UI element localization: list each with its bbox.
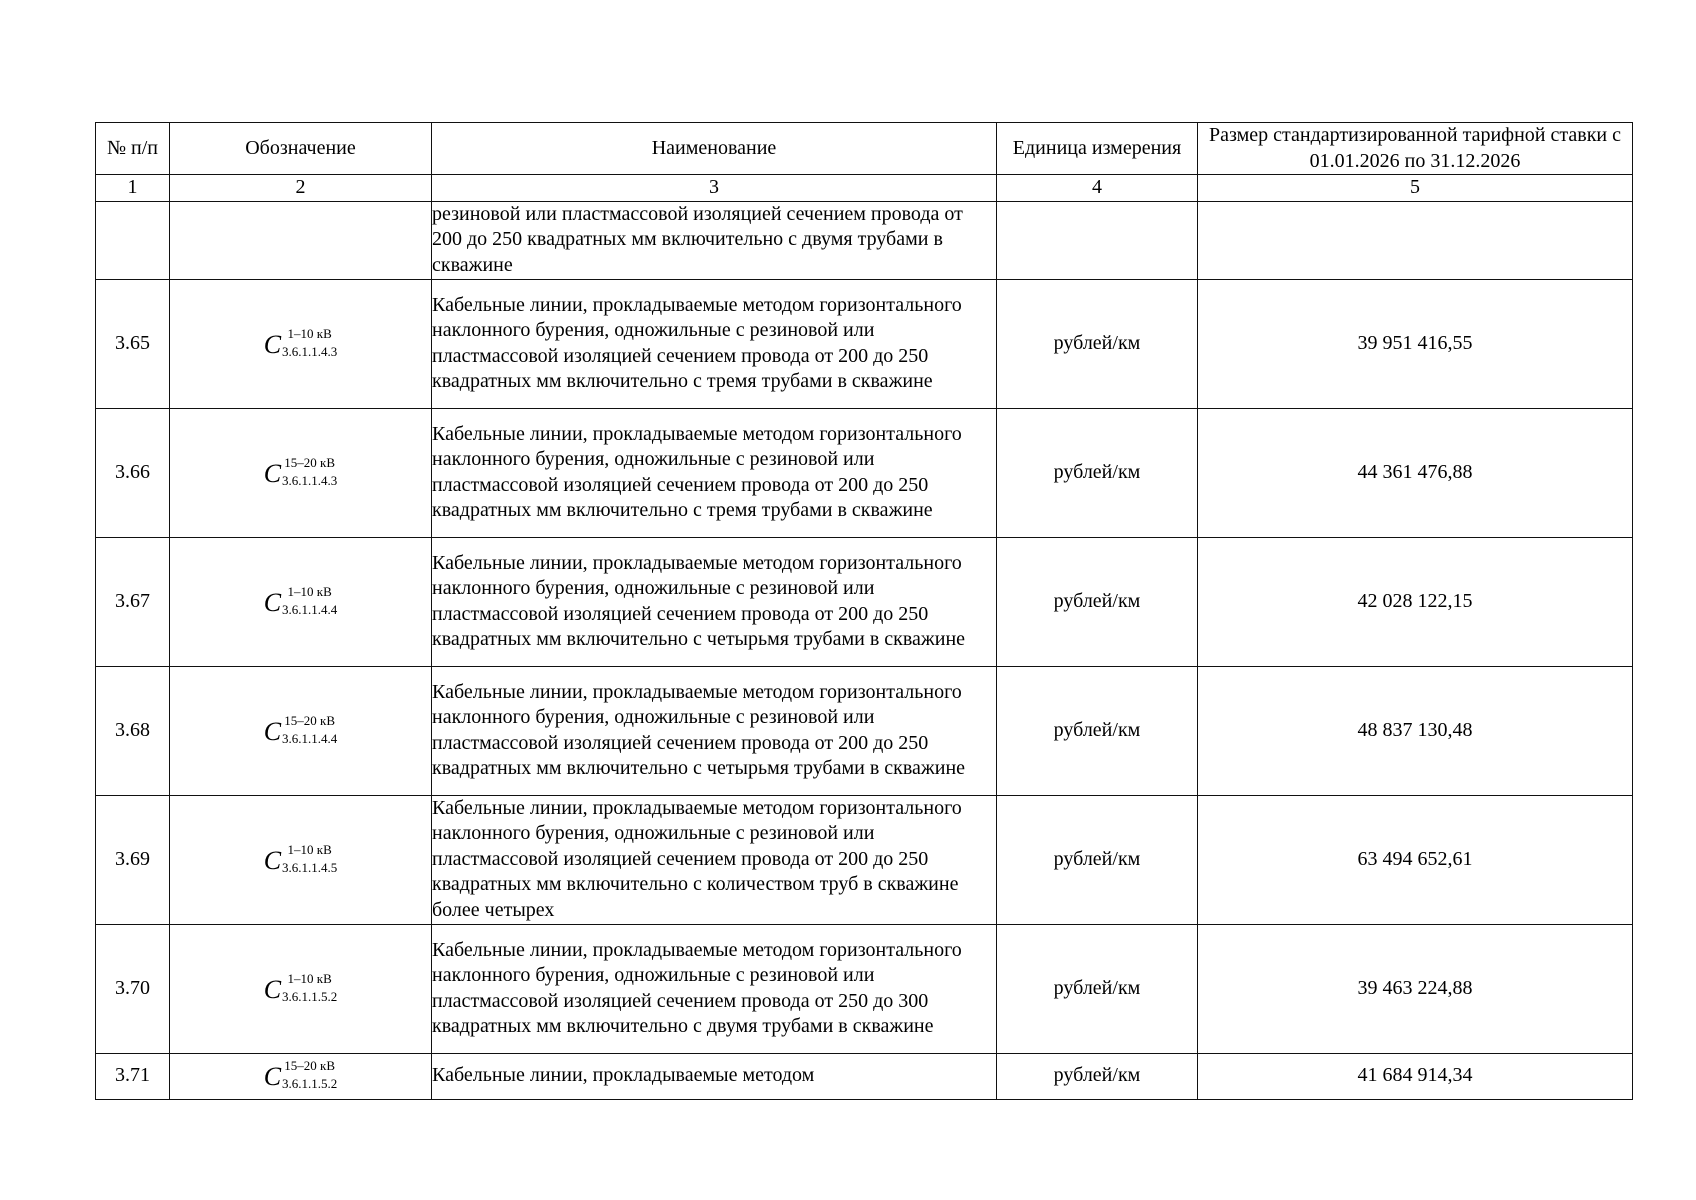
row-description: Кабельные линии, прокладываемые методом горизонтального наклонного бурения, одножильные с резиновой или пластмассовой изоляцией сечением провода от 200 до 250 квадратных мм включительно с тремя трубами в скважине xyxy=(432,408,997,537)
row-unit: рублей/км xyxy=(997,924,1198,1053)
table-row xyxy=(96,924,1633,1053)
designation-formula xyxy=(264,843,338,875)
designation-symbol: C xyxy=(263,716,282,746)
row-rate: 39 463 224,88 xyxy=(1198,924,1633,1053)
row-number: 3.71 xyxy=(96,1053,170,1099)
row-description: Кабельные линии, прокладываемые методом горизонтального наклонного бурения, одножильные с резиновой или пластмассовой изоляцией сечением провода от 200 до 250 квадратных мм включительно с четырьмя трубами в скважине xyxy=(432,666,997,795)
row-number: 3.65 xyxy=(96,279,170,408)
row-designation xyxy=(170,408,432,537)
designation-code: 3.6.1.1.5.2 xyxy=(282,1076,338,1092)
designation-code: 3.6.1.1.4.3 xyxy=(282,472,338,488)
empty-cell xyxy=(96,201,170,279)
designation-code: 3.6.1.1.4.5 xyxy=(282,859,338,875)
empty-cell xyxy=(1198,201,1633,279)
designation-code: 3.6.1.1.5.2 xyxy=(282,988,338,1004)
row-description: Кабельные линии, прокладываемые методом горизонтального наклонного бурения, одножильные с резиновой или пластмассовой изоляцией сечением провода от 250 до 300 квадратных мм включительно с двумя трубами в скважине xyxy=(432,924,997,1053)
row-number: 3.66 xyxy=(96,408,170,537)
column-number: 1 xyxy=(96,175,170,202)
row-description: Кабельные линии, прокладываемые методом xyxy=(432,1053,997,1099)
row-number: 3.69 xyxy=(96,795,170,924)
row-description: Кабельные линии, прокладываемые методом горизонтального наклонного бурения, одножильные с резиновой или пластмассовой изоляцией сечением провода от 200 до 250 квадратных мм включительно с тремя трубами в скважине xyxy=(432,279,997,408)
designation-formula xyxy=(264,714,338,746)
designation-symbol: C xyxy=(263,1062,282,1092)
designation-voltage: 1–10 кВ xyxy=(287,841,332,857)
column-number-row xyxy=(96,175,1633,202)
row-description: Кабельные линии, прокладываемые методом горизонтального наклонного бурения, одножильные с резиновой или пластмассовой изоляцией сечением провода от 200 до 250 квадратных мм включительно с четырьмя трубами в скважине xyxy=(432,537,997,666)
row-rate: 39 951 416,55 xyxy=(1198,279,1633,408)
designation-symbol: C xyxy=(263,845,282,875)
column-number: 5 xyxy=(1198,175,1633,202)
header-unit: Единица измерения xyxy=(997,123,1198,175)
row-unit: рублей/км xyxy=(997,408,1198,537)
empty-cell xyxy=(997,201,1198,279)
designation-voltage: 1–10 кВ xyxy=(287,583,332,599)
row-designation xyxy=(170,279,432,408)
row-unit: рублей/км xyxy=(997,666,1198,795)
designation-voltage: 15–20 кВ xyxy=(284,454,336,470)
table-row xyxy=(96,537,1633,666)
designation-voltage: 1–10 кВ xyxy=(287,970,332,986)
designation-formula xyxy=(264,327,338,359)
designation-formula xyxy=(264,585,338,617)
designation-code: 3.6.1.1.4.4 xyxy=(282,730,338,746)
table-row xyxy=(96,666,1633,795)
row-unit: рублей/км xyxy=(997,795,1198,924)
designation-symbol: C xyxy=(263,587,282,617)
designation-voltage: 15–20 кВ xyxy=(284,1058,336,1074)
row-number: 3.67 xyxy=(96,537,170,666)
row-unit: рублей/км xyxy=(997,279,1198,408)
designation-voltage: 15–20 кВ xyxy=(284,712,336,728)
row-designation xyxy=(170,924,432,1053)
designation-code: 3.6.1.1.4.3 xyxy=(282,343,338,359)
designation-formula xyxy=(264,456,338,488)
row-rate: 44 361 476,88 xyxy=(1198,408,1633,537)
row-rate: 48 837 130,48 xyxy=(1198,666,1633,795)
table-row xyxy=(96,1053,1633,1099)
row-number: 3.68 xyxy=(96,666,170,795)
row-designation xyxy=(170,795,432,924)
row-designation xyxy=(170,666,432,795)
header-row xyxy=(96,123,1633,175)
tariff-table xyxy=(95,122,1633,1100)
designation-formula xyxy=(264,1059,338,1091)
row-unit: рублей/км xyxy=(997,1053,1198,1099)
continuation-description: резиновой или пластмассовой изоляцией сечением провода от 200 до 250 квадратных мм включительно с двумя трубами в скважине xyxy=(432,201,997,279)
row-rate: 63 494 652,61 xyxy=(1198,795,1633,924)
header-designation: Обозначение xyxy=(170,123,432,175)
designation-code: 3.6.1.1.4.4 xyxy=(282,601,338,617)
table-row xyxy=(96,408,1633,537)
header-number: № п/п xyxy=(96,123,170,175)
designation-symbol: C xyxy=(263,974,282,1004)
column-number: 2 xyxy=(170,175,432,202)
designation-symbol: C xyxy=(263,329,282,359)
column-number: 4 xyxy=(997,175,1198,202)
row-designation xyxy=(170,537,432,666)
row-unit: рублей/км xyxy=(997,537,1198,666)
designation-voltage: 1–10 кВ xyxy=(287,325,332,341)
designation-formula xyxy=(264,972,338,1004)
row-rate: 42 028 122,15 xyxy=(1198,537,1633,666)
header-name: Наименование xyxy=(432,123,997,175)
designation-symbol: C xyxy=(263,458,282,488)
row-rate: 41 684 914,34 xyxy=(1198,1053,1633,1099)
header-rate: Размер стандартизированной тарифной ставки с 01.01.2026 по 31.12.2026 xyxy=(1198,123,1633,175)
table-row xyxy=(96,279,1633,408)
row-designation xyxy=(170,1053,432,1099)
row-number: 3.70 xyxy=(96,924,170,1053)
column-number: 3 xyxy=(432,175,997,202)
row-description: Кабельные линии, прокладываемые методом горизонтального наклонного бурения, одножильные с резиновой или пластмассовой изоляцией сечением провода от 200 до 250 квадратных мм включительно с количеством труб в скважине более четырех xyxy=(432,795,997,924)
table-row xyxy=(96,795,1633,924)
continuation-row xyxy=(96,201,1633,279)
empty-cell xyxy=(170,201,432,279)
